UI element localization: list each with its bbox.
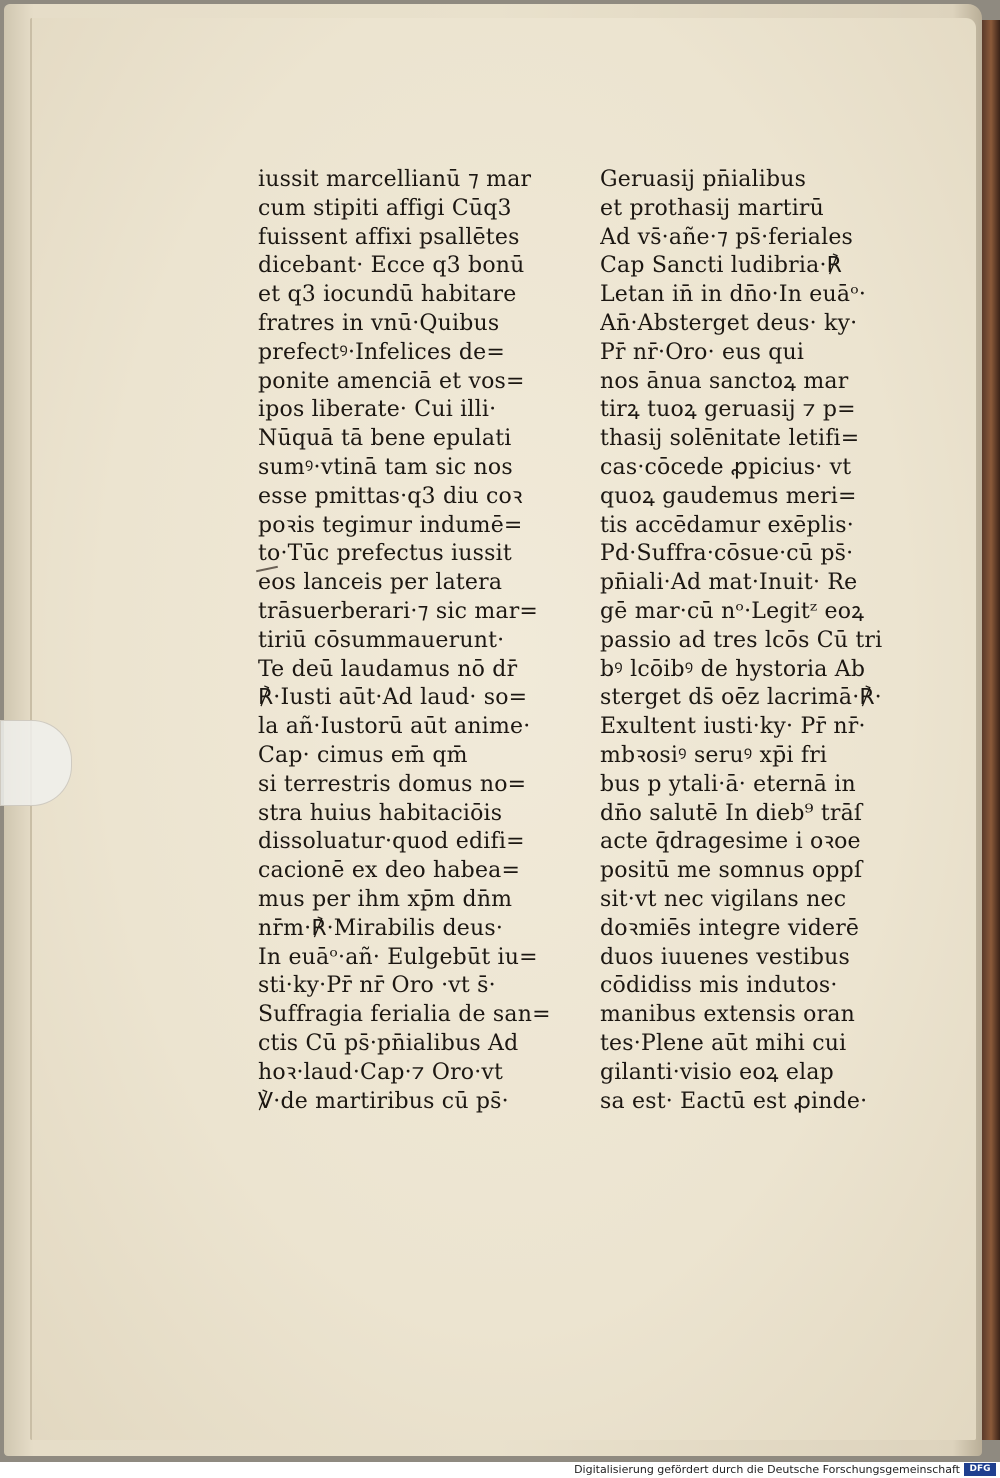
text-line: An̄·Absterget deus· ky·: [600, 310, 858, 336]
text-line: et prothasij martirū: [600, 195, 825, 221]
dfg-logo: DFG: [964, 1463, 996, 1476]
left-text-column: [258, 166, 570, 1116]
text-line: sa est· Eactū est ꝓinde·: [600, 1088, 868, 1114]
text-line: bꝰ lcōibꝰ de hystoria Ab: [600, 656, 866, 682]
text-line: dicebant· Ecce q3 bonū: [258, 253, 525, 279]
text-line: sterget ds̄ oēz lacrimā·℟·: [600, 685, 882, 711]
text-line: cum stipiti affigi Cūq3: [258, 195, 512, 221]
text-line: et q3 iocundū habitare: [258, 282, 517, 308]
text-line: Ad vs̄·añe·⁊ ps̄·feriales: [600, 224, 854, 250]
text-line: iussit marcellianū ⁊ mar: [258, 167, 532, 192]
right-text-column: [600, 166, 900, 1116]
text-line: Cap Sancti ludibria·℟: [600, 253, 842, 279]
text-line: Cap· cimus em̄ qm̄: [258, 742, 468, 768]
text-line: Geruasij pn̄ialibus: [600, 167, 807, 192]
text-line: duos iuuenes vestibus: [600, 944, 851, 970]
text-line: mbꝛosiꝰ seruꝰ xp̄i fri: [600, 742, 828, 768]
text-line: bus p ytali·ā· eternā in: [600, 771, 856, 797]
text-line: tiriū cōsummauerunt·: [258, 627, 505, 653]
text-line: Letan in̄ in dn̄o·In euāᵒ·: [600, 282, 867, 308]
text-line: sti·ky·Pr̄ nr̄ Oro ·vt s̄·: [258, 973, 496, 999]
text-line: cōdidiss mis indutos·: [600, 973, 838, 999]
text-line: poꝛis tegimur indumē=: [258, 512, 523, 538]
text-line: ipos liberate· Cui illi·: [258, 397, 497, 423]
text-line: cacionē ex deo habea=: [258, 858, 521, 884]
text-line: acte q̄dragesime i oꝛoe: [600, 829, 861, 855]
text-line: la añ·Iustorū aūt anime·: [258, 714, 531, 740]
text-line: to·Tūc prefectus iussit: [258, 541, 512, 567]
text-line: tis accēdamur exēplis·: [600, 512, 854, 538]
footer-credit: Digitalisierung gefördert durch die Deutsche Forschungsgemeinschaft: [574, 1463, 960, 1476]
text-line: Nūquā tā bene epulati: [258, 426, 512, 452]
text-line: Pr̄ nr̄·Oro· eus qui: [600, 339, 805, 365]
text-line: trāsuerberari·⁊ sic mar=: [258, 598, 539, 624]
text-line: doꝛmiēs integre viderē: [600, 915, 860, 941]
text-line: manibus extensis oran: [600, 1002, 856, 1028]
text-line: ℣·de martiribus cū ps̄·: [258, 1088, 509, 1114]
text-line: positū me somnus oppſ: [600, 858, 863, 884]
text-line: Te deū laudamus nō dr̄: [258, 656, 518, 682]
text-line: fratres in vnū·Quibus: [258, 310, 500, 336]
text-line: ponite amenciā et vos=: [258, 368, 525, 394]
text-line: sit·vt nec vigilans nec: [600, 886, 847, 912]
text-line: nr̄m·℟·Mirabilis deus·: [258, 915, 504, 941]
text-line: sumꝰ·vtinā tam sic nos: [258, 454, 513, 480]
text-line: gilanti·visio eoꝝ elap: [600, 1059, 834, 1085]
text-line: prefectꝰ·Infelices de=: [258, 339, 505, 365]
text-line: dissoluatur·quod edifi=: [258, 829, 525, 855]
text-line: tes·Plene aūt mihi cui: [600, 1030, 847, 1056]
text-line: esse pmittas·q3 diu coꝛ: [258, 483, 523, 509]
text-line: si terrestris domus no=: [258, 771, 527, 797]
text-line: Exultent iusti·ky· Pr̄ nr̄·: [600, 714, 866, 740]
text-line: passio ad tres lcōs Cū tri: [600, 627, 883, 653]
text-line: ℟·Iusti aūt·Ad laud· so=: [258, 685, 528, 711]
binding-edge: [982, 20, 1000, 1440]
text-line: In euāᵒ·añ· Eulgebūt iu=: [258, 944, 538, 970]
text-line: Pd·Suffra·cōsue·cū ps̄·: [600, 541, 854, 567]
text-line: tirꝝ tuoꝝ geruasij ⁊ p=: [600, 397, 856, 423]
text-line: Suffragia ferialia de san=: [258, 1002, 551, 1028]
text-line: mus per ih̄m xp̄m dn̄m: [258, 886, 513, 912]
text-line: cas·cōcede ꝓpicius· vt: [600, 454, 852, 480]
text-line: thasij solēnitate letifi=: [600, 426, 860, 452]
text-line: hoꝛ·laud·Cap·⁊ Oro·vt̄: [258, 1059, 504, 1085]
text-line: fuissent affixi psallētes: [258, 224, 520, 250]
text-line: eos lanceis per latera: [258, 570, 503, 596]
text-line: dn̄o salutē In dieb⁹ trāſ: [600, 800, 863, 826]
text-line: gē mar·cū nᵒ·Legitᶻ eoꝝ: [600, 598, 865, 624]
text-line: nos ānua sanctoꝝ mar: [600, 368, 849, 394]
bookmark-clip: [0, 720, 72, 806]
text-line: pn̄iali·Ad mat·Inuit· Re: [600, 570, 858, 596]
text-line: ctis Cū ps̄·pn̄ialibus Ad: [258, 1030, 519, 1056]
text-line: stra huius habitaciōis: [258, 800, 503, 826]
text-line: quoꝝ gaudemus meri=: [600, 483, 857, 509]
